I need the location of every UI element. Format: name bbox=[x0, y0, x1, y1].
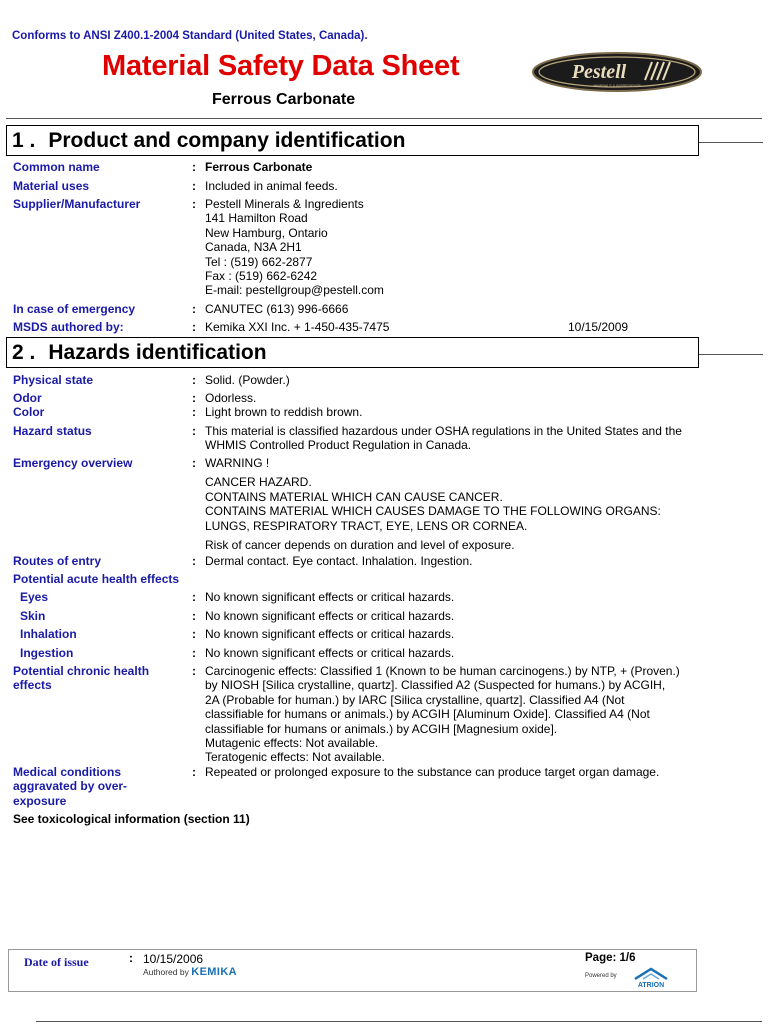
emergency-overview-value bbox=[205, 456, 717, 552]
atrion-logo bbox=[627, 966, 675, 988]
supplier-line: 141 Hamilton Road bbox=[205, 211, 308, 226]
header-rule bbox=[6, 118, 762, 119]
common-name-label: Common name bbox=[13, 160, 100, 174]
physical-state-value: Solid. (Powder.) bbox=[205, 373, 290, 387]
inhalation-label: Inhalation bbox=[20, 627, 77, 641]
risk-text: Risk of cancer depends on duration and level of exposure. bbox=[205, 538, 515, 553]
chronic-line: classifiable for humans or animals.) by ACGIH [Aluminum Oxide]. Classified A4 (Not bbox=[205, 707, 650, 722]
overview-line: CANCER HAZARD. bbox=[205, 475, 312, 490]
section-2-header bbox=[6, 337, 699, 368]
pestell-logo bbox=[531, 51, 703, 93]
chronic-line: Mutagenic effects: Not available. bbox=[205, 736, 379, 751]
see-toxicological-info: See toxicological information (section 11) bbox=[13, 812, 250, 826]
chronic-effects-label bbox=[13, 664, 189, 693]
material-uses-label: Material uses bbox=[13, 179, 90, 193]
section-1-heading: Product and company identification bbox=[48, 128, 406, 152]
footer-rule bbox=[36, 1021, 762, 1022]
hazard-status-line: This material is classified hazardous under OSHA regulations in the United States and the bbox=[205, 424, 682, 438]
odor-label: Odor bbox=[13, 391, 42, 405]
supplier-line: Canada, N3A 2H1 bbox=[205, 240, 302, 255]
routes-label: Routes of entry bbox=[13, 554, 102, 568]
page-number: Page: 1/6 bbox=[585, 952, 636, 964]
odor-value: Odorless. bbox=[205, 391, 257, 405]
hazard-status-label: Hazard status bbox=[13, 424, 92, 438]
supplier-email: E-mail: pestellgroup@pestell.com bbox=[205, 283, 384, 298]
conformance-note: Conforms to ANSI Z400.1-2004 Standard (United States, Canada). bbox=[12, 30, 368, 42]
supplier-label: Supplier/Manufacturer bbox=[13, 197, 141, 211]
authored-by-kemika bbox=[143, 966, 237, 978]
hazard-status-line: WHMIS Controlled Product Regulation in Canada. bbox=[205, 438, 472, 453]
supplier-line: Tel : (519) 662-2877 bbox=[205, 254, 313, 269]
color-label: Color bbox=[13, 405, 45, 419]
section-1-rule-tail bbox=[699, 142, 763, 143]
powered-by-label: Powered by bbox=[585, 973, 617, 979]
authored-date: 10/15/2009 bbox=[568, 320, 629, 334]
skin-value: No known significant effects or critical hazards. bbox=[205, 609, 455, 623]
medical-label-line: aggravated by over- bbox=[13, 779, 128, 794]
ingestion-label: Ingestion bbox=[20, 646, 74, 660]
authored-value: Kemika XXI Inc. + 1-450-435-7475 bbox=[205, 320, 390, 334]
acute-effects-label: Potential acute health effects bbox=[13, 572, 180, 586]
medical-label-line: exposure bbox=[13, 793, 67, 808]
overview-line: CONTAINS MATERIAL WHICH CAN CAUSE CANCER. bbox=[205, 489, 503, 504]
emergency-value: CANUTEC (613) 996-6666 bbox=[205, 302, 349, 316]
skin-label: Skin bbox=[20, 609, 46, 623]
inhalation-value: No known significant effects or critical hazards. bbox=[205, 627, 455, 641]
logo-wordmark: Pestell bbox=[571, 61, 627, 83]
chronic-line: Teratogenic effects: Not available. bbox=[205, 750, 385, 765]
eyes-value: No known significant effects or critical hazards. bbox=[205, 590, 455, 604]
date-of-issue-value: 10/15/2006 bbox=[143, 952, 204, 966]
routes-value: Dermal contact. Eye contact. Inhalation. Ingestion. bbox=[205, 554, 473, 568]
ingestion-value: No known significant effects or critical hazards. bbox=[205, 646, 455, 660]
supplier-line: Fax : (519) 662-6242 bbox=[205, 269, 318, 284]
chronic-label-line: Potential chronic health bbox=[13, 664, 150, 678]
common-name-value: Ferrous Carbonate bbox=[205, 160, 313, 174]
chronic-label-line: effects bbox=[13, 678, 52, 693]
warning-text: WARNING ! bbox=[205, 456, 270, 470]
chronic-effects-value bbox=[205, 664, 717, 765]
chronic-line: 2A (Probable for human.) by IARC [Silica crystalline, quartz]. Classified A4 (Not bbox=[205, 692, 625, 707]
color-value: Light brown to reddish brown. bbox=[205, 405, 363, 419]
medical-conditions-label bbox=[13, 765, 189, 808]
medical-conditions-value: Repeated or prolonged exposure to the substance can produce target organ damage. bbox=[205, 765, 660, 779]
emergency-overview-label: Emergency overview bbox=[13, 456, 133, 470]
hazard-status-value bbox=[205, 424, 717, 453]
chronic-line: Carcinogenic effects: Classified 1 (Known to be human carcinogens.) by NTP, + (Proven.) bbox=[205, 664, 680, 678]
section-1-header bbox=[6, 125, 699, 156]
material-uses-value: Included in animal feeds. bbox=[205, 179, 338, 193]
overview-line: CONTAINS MATERIAL WHICH CAUSES DAMAGE TO THE FOLLOWING ORGANS: bbox=[205, 504, 661, 519]
authored-label: MSDS authored by: bbox=[13, 320, 124, 334]
supplier-address bbox=[205, 197, 717, 298]
atrion-wordmark: ATRION bbox=[637, 982, 665, 988]
supplier-line: New Hamburg, Ontario bbox=[205, 225, 328, 240]
emergency-label: In case of emergency bbox=[13, 302, 136, 316]
overview-block bbox=[205, 475, 717, 533]
section-2-rule-tail bbox=[699, 354, 763, 355]
section-1-number: 1 . bbox=[12, 128, 36, 152]
section-2-heading: Hazards identification bbox=[48, 340, 267, 364]
product-subtitle: Ferrous Carbonate bbox=[212, 91, 356, 108]
medical-label-line: Medical conditions bbox=[13, 765, 122, 779]
logo-tagline: MINERALS & INGREDIENTS bbox=[593, 84, 641, 88]
document-title: Material Safety Data Sheet bbox=[102, 50, 460, 82]
authored-prefix: Authored by bbox=[143, 967, 189, 977]
chronic-line: by NIOSH [Silica crystalline, quartz]. Classified A2 (Suspected for humans.) by ACGIH, bbox=[205, 678, 666, 693]
supplier-line: Pestell Minerals & Ingredients bbox=[205, 197, 364, 211]
eyes-label: Eyes bbox=[20, 590, 49, 604]
page-footer: Date of issue : 10/15/2006 Authored by KEMIKA Page: 1/6 Powered by ATRION bbox=[8, 949, 697, 992]
chronic-line: classifiable for humans or animals.) by ACGIH [Magnesium oxide]. bbox=[205, 721, 558, 736]
section-2-number: 2 . bbox=[12, 340, 36, 364]
physical-state-label: Physical state bbox=[13, 373, 94, 387]
date-of-issue-label: Date of issue bbox=[24, 955, 89, 969]
kemika-logo: KEMIKA bbox=[191, 966, 238, 978]
overview-line: LUNGS, RESPIRATORY TRACT, EYE, LENS OR CORNEA. bbox=[205, 518, 528, 533]
